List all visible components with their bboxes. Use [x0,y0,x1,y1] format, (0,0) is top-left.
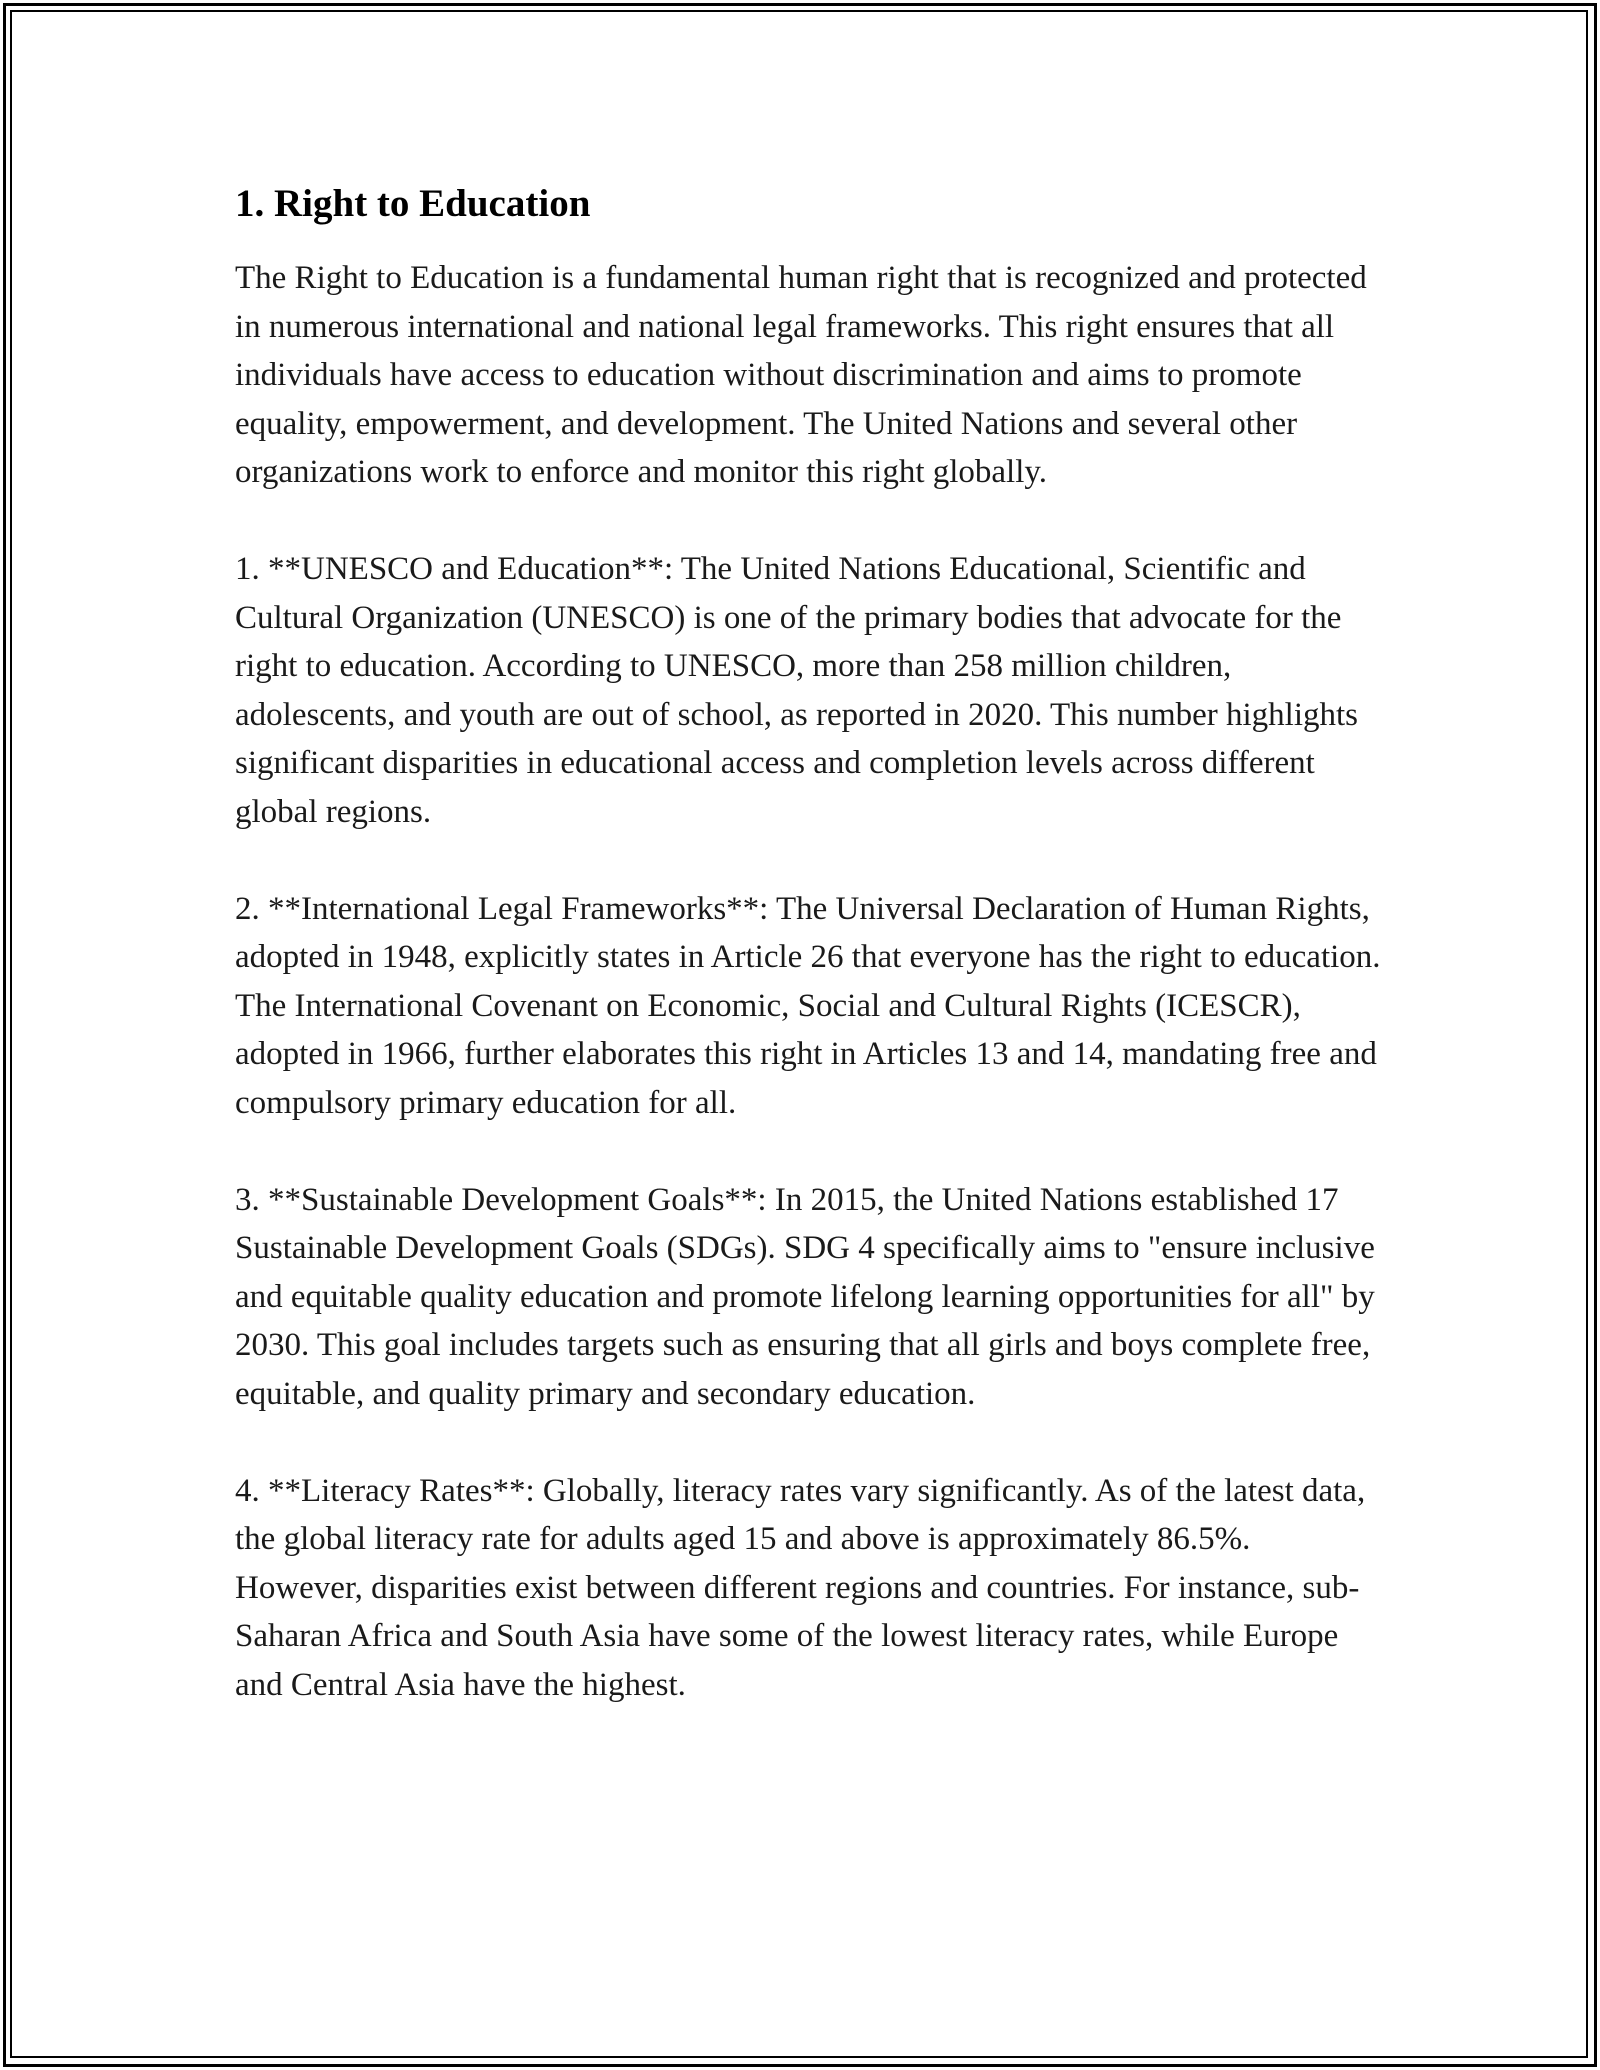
document-body [235,180,1385,1709]
literacy-rates-paragraph: 4. **Literacy Rates**: Globally, literacy rates vary significantly. As of the latest data, the global literacy rate for adults aged 15 and above is approximately 86.5%. However, disparities exist between different regions and countries. For instance, sub-Saharan Africa and South Asia have some of the lowest literacy rates, while Europe and Central Asia have the highest. [235,1472,1366,1703]
legal-frameworks-paragraph: 2. **International Legal Frameworks**: The Universal Declaration of Human Rights, adopted in 1948, explicitly states in Article 26 that everyone has the right to education. The International Covenant on Economic, Social and Cultural Rights (ICESCR), adopted in 1966, further elaborates this right in Articles 13 and 14, mandating free and compulsory primary education for all. [235,890,1381,1121]
section-heading: 1. Right to Education [235,182,591,225]
intro-paragraph: The Right to Education is a fundamental human right that is recognized and protected in numerous international and national legal frameworks. This right ensures that all individuals have access to education without discrimination and aims to promote equality, empowerment, and development. The United Nations and several other organizations work to enforce and monitor this right globally. [235,260,1367,490]
unesco-paragraph: 1. **UNESCO and Education**: The United Nations Educational, Scientific and Cultural Organization (UNESCO) is one of the primary bodies that advocate for the right to education. According to UNESCO, more than 258 million children, adolescents, and youth are out of school, as reported in 2020. This number highlights significant disparities in educational access and completion levels across different global regions. [235,551,1359,830]
sdg-paragraph: 3. **Sustainable Development Goals**: In 2015, the United Nations established 17 Sustainable Development Goals (SDGs). SDG 4 specifically aims to "ensure inclusive and equitable quality education and promote lifelong learning opportunities for all" by 2030. This goal includes targets such as ensuring that all girls and boys complete free, equitable, and quality primary and secondary education. [235,1181,1375,1412]
